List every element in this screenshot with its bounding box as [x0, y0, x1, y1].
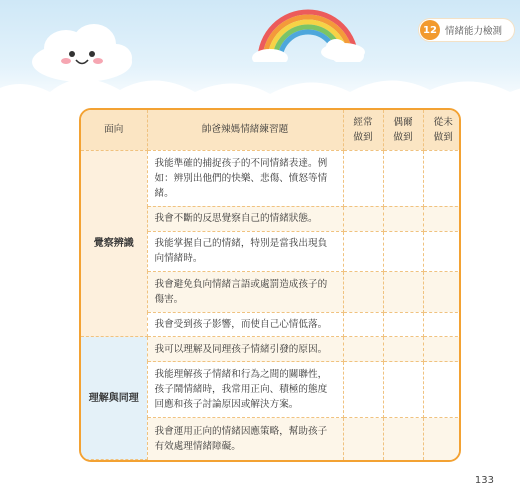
checkbox-often[interactable]: [343, 362, 383, 418]
checkbox-never[interactable]: [423, 337, 461, 362]
exercise-item: 我可以理解及同理孩子情緒引發的原因。: [147, 337, 343, 362]
checkbox-never[interactable]: [423, 272, 461, 313]
checkbox-sometimes[interactable]: [383, 150, 423, 206]
checkbox-often[interactable]: [343, 312, 383, 337]
smiling-cloud-icon: [28, 20, 136, 86]
chapter-title: 情緒能力檢測: [445, 26, 503, 37]
checkbox-often[interactable]: [343, 150, 383, 206]
exercise-item: 我能準確的捕捉孩子的不同情緒表達。例如：辨別出他們的快樂、悲傷、憤怒等情緒。: [147, 150, 343, 206]
table-row: [81, 150, 461, 206]
column-header-often: 經常 做到: [343, 110, 383, 150]
column-header-sometimes: 偶爾 做到: [383, 110, 423, 150]
chapter-badge: [419, 19, 514, 41]
checkbox-sometimes[interactable]: [383, 418, 423, 460]
checkbox-often[interactable]: [343, 231, 383, 272]
exercise-item: 我會受到孩子影響，而使自己心情低落。: [147, 312, 343, 337]
checkbox-sometimes[interactable]: [383, 312, 423, 337]
exercise-item: 我會運用正向的情緒因應策略，幫助孩子有效處理情緒障礙。: [147, 418, 343, 460]
checklist-table: [79, 108, 461, 462]
checkbox-never[interactable]: [423, 150, 461, 206]
checkbox-sometimes[interactable]: [383, 206, 423, 231]
checkbox-never[interactable]: [423, 418, 461, 460]
checkbox-never[interactable]: [423, 206, 461, 231]
checkbox-never[interactable]: [423, 312, 461, 337]
small-cloud-icon: [318, 36, 368, 62]
column-header-dimension: 面向: [81, 110, 147, 150]
dimension-awareness: 覺察辨識: [81, 150, 147, 337]
checkbox-often[interactable]: [343, 206, 383, 231]
checkbox-sometimes[interactable]: [383, 337, 423, 362]
exercise-item: 我會不斷的反思覺察自己的情緒狀態。: [147, 206, 343, 231]
column-header-never: 從未 做到: [423, 110, 461, 150]
checkbox-never[interactable]: [423, 231, 461, 272]
column-header-exercise: 帥爸辣媽情緒練習題: [147, 110, 343, 150]
checkbox-sometimes[interactable]: [383, 272, 423, 313]
dimension-understanding: 理解與同理: [81, 337, 147, 460]
checkbox-sometimes[interactable]: [383, 231, 423, 272]
checkbox-often[interactable]: [343, 272, 383, 313]
exercise-item: 我能掌握自己的情緒，特別是當我出現負向情緒時。: [147, 231, 343, 272]
page-number: 133: [474, 475, 494, 486]
checkbox-often[interactable]: [343, 418, 383, 460]
exercise-item: 我會避免負向情緒言語或處罰造成孩子的傷害。: [147, 272, 343, 313]
checkbox-never[interactable]: [423, 362, 461, 418]
table-header-row: [81, 110, 461, 150]
exercise-item: 我能理解孩子情緒和行為之間的關聯性，孩子鬧情緒時，我常用正向、積極的態度回應和孩子討論原因或解決方案。: [147, 362, 343, 418]
checkbox-sometimes[interactable]: [383, 362, 423, 418]
table-row: [81, 337, 461, 362]
checkbox-often[interactable]: [343, 337, 383, 362]
chapter-number: 12: [420, 20, 440, 40]
